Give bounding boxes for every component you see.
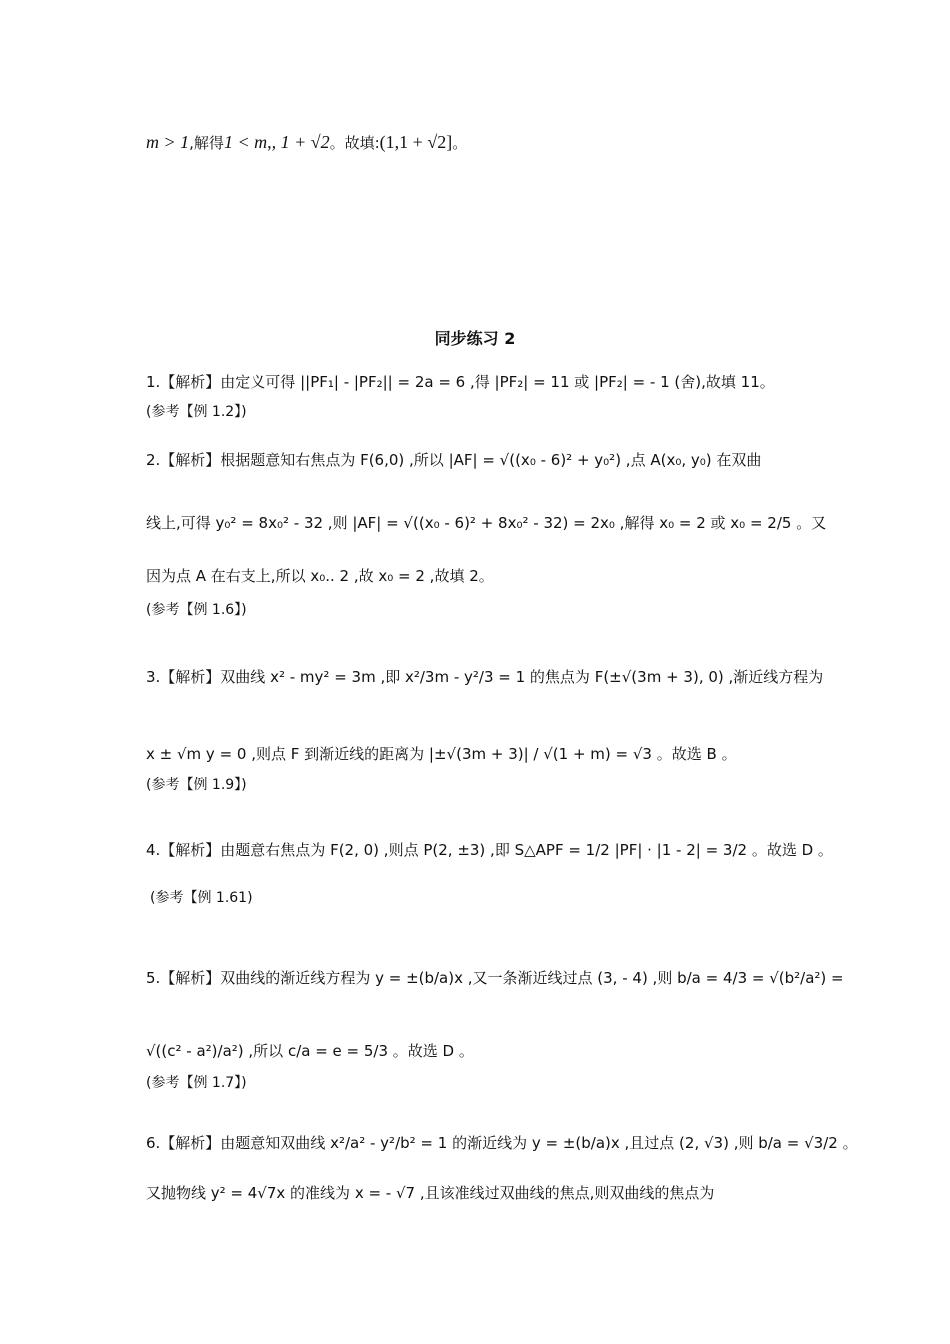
item-2-line-1: 2.【解析】根据题意知右焦点为 F(6,0) ,所以 |AF| = √((x₀ - 6)² + y₀²) ,点 A(x₀, y₀) 在双曲: [146, 451, 762, 469]
section-title: 同步练习 2: [434, 329, 516, 348]
intro-formula-b: 1 < m,, 1 + √2: [223, 132, 330, 152]
intro-text-b: 。故填:: [329, 134, 380, 152]
intro-text-a: ,解得: [189, 134, 224, 152]
item-3-ref: (参考【例 1.9】): [146, 777, 247, 793]
item-1-ref: (参考【例 1.2】): [146, 404, 247, 420]
item-6-line-1: 6.【解析】由题意知双曲线 x²/a² - y²/b² = 1 的渐近线为 y = ±(b/a)x ,且过点 (2, √3) ,则 b/a = √3/2 。: [146, 1134, 858, 1152]
item-5-line-1: 5.【解析】双曲线的渐近线方程为 y = ±(b/a)x ,又一条渐近线过点 (3, - 4) ,则 b/a = 4/3 = √(b²/a²) =: [146, 969, 844, 987]
item-2-line-2: 线上,可得 y₀² = 8x₀² - 32 ,则 |AF| = √((x₀ - 6)² + 8x₀² - 32) = 2x₀ ,解得 x₀ = 2 或 x₀ = 2/5 。又: [146, 514, 827, 532]
item-1-line-1: 1.【解析】由定义可得 ||PF₁| - |PF₂|| = 2a = 6 ,得 |PF₂| = 11 或 |PF₂| = - 1 (舍),故填 11。: [146, 373, 775, 391]
item-6-line-2: 又抛物线 y² = 4√7x 的准线为 x = - √7 ,且该准线过双曲线的焦点,则双曲线的焦点为: [146, 1184, 715, 1202]
intro-text-c: 。: [452, 134, 468, 152]
item-2-line-3: 因为点 A 在右支上,所以 x₀.. 2 ,故 x₀ = 2 ,故填 2。: [146, 567, 494, 585]
item-4-line-1: 4.【解析】由题意右焦点为 F(2, 0) ,则点 P(2, ±3) ,即 S△APF = 1/2 |PF| · |1 - 2| = 3/2 。故选 D 。: [146, 841, 833, 859]
item-3-line-1: 3.【解析】双曲线 x² - my² = 3m ,即 x²/3m - y²/3 = 1 的焦点为 F(±√(3m + 3), 0) ,渐近线方程为: [146, 668, 824, 686]
intro-line: [146, 130, 820, 155]
item-3-line-2: x ± √m y = 0 ,则点 F 到渐近线的距离为 |±√(3m + 3)| / √(1 + m) = √3 。故选 B 。: [146, 745, 737, 763]
intro-formula-c: (1,1 + √2]: [379, 132, 453, 152]
item-2-ref: (参考【例 1.6】): [146, 602, 247, 618]
item-4-ref: (参考【例 1.61): [150, 890, 253, 906]
item-5-line-2: √((c² - a²)/a²) ,所以 c/a = e = 5/3 。故选 D 。: [146, 1042, 474, 1060]
intro-formula-a: m > 1: [146, 132, 190, 152]
item-5-ref: (参考【例 1.7】): [146, 1075, 247, 1091]
